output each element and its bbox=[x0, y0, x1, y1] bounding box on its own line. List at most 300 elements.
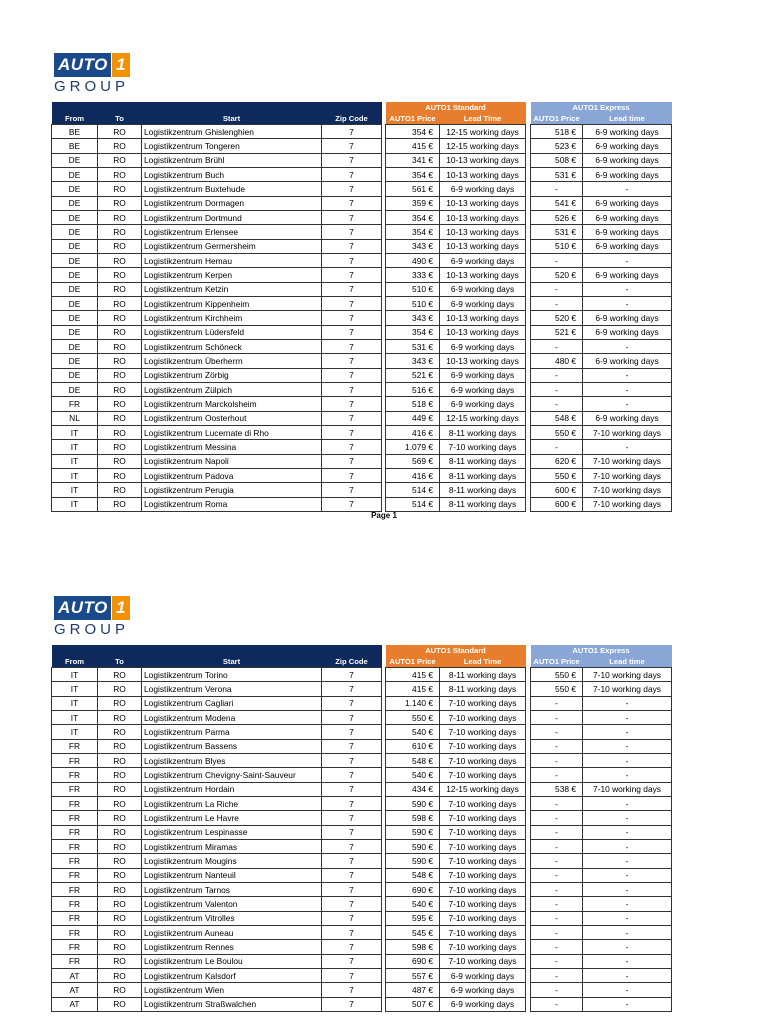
price-table bbox=[51, 645, 672, 1012]
cell-to: RO bbox=[98, 425, 142, 439]
cell-start: Logistikzentrum Verona bbox=[142, 682, 322, 696]
table-row bbox=[52, 668, 672, 682]
cell-to: RO bbox=[98, 296, 142, 310]
cell-standard-lead: 6-9 working days bbox=[440, 397, 526, 411]
cell-standard-lead: 7-10 working days bbox=[440, 882, 526, 896]
cell-standard-lead: 6-9 working days bbox=[440, 339, 526, 353]
cell-express-price: - bbox=[531, 954, 583, 968]
logo-one-text: 1 bbox=[112, 53, 130, 77]
cell-start: Logistikzentrum Padova bbox=[142, 468, 322, 482]
cell-zip: 7 bbox=[322, 125, 382, 139]
cell-express-price: - bbox=[531, 796, 583, 810]
cell-to: RO bbox=[98, 839, 142, 853]
cell-start: Logistikzentrum Buxtehude bbox=[142, 182, 322, 196]
cell-standard-lead: 10-13 working days bbox=[440, 167, 526, 181]
cell-standard-price: 354 € bbox=[386, 325, 440, 339]
cell-to: RO bbox=[98, 868, 142, 882]
cell-express-lead: - bbox=[583, 868, 672, 882]
cell-from: DE bbox=[52, 354, 98, 368]
cell-standard-lead: 8-11 working days bbox=[440, 668, 526, 682]
cell-zip: 7 bbox=[322, 897, 382, 911]
cell-to: RO bbox=[98, 811, 142, 825]
cell-express-lead: 6-9 working days bbox=[583, 153, 672, 167]
cell-start: Logistikzentrum Hemau bbox=[142, 253, 322, 267]
cell-express-lead: - bbox=[583, 753, 672, 767]
cell-start: Logistikzentrum Mougins bbox=[142, 854, 322, 868]
cell-from: DE bbox=[52, 282, 98, 296]
cell-to: RO bbox=[98, 739, 142, 753]
cell-standard-lead: 10-13 working days bbox=[440, 210, 526, 224]
cell-to: RO bbox=[98, 854, 142, 868]
auto1-group-logo bbox=[54, 53, 138, 95]
table-row bbox=[52, 253, 672, 267]
cell-standard-price: 1.140 € bbox=[386, 696, 440, 710]
cell-express-price: 550 € bbox=[531, 682, 583, 696]
cell-start: Logistikzentrum Chevigny-Saint-Sauveur bbox=[142, 768, 322, 782]
table-row bbox=[52, 897, 672, 911]
cell-start: Logistikzentrum Vitrolles bbox=[142, 911, 322, 925]
cell-standard-lead: 6-9 working days bbox=[440, 368, 526, 382]
cell-standard-price: 416 € bbox=[386, 425, 440, 439]
cell-express-price: 510 € bbox=[531, 239, 583, 253]
cell-start: Logistikzentrum Straßwalchen bbox=[142, 997, 322, 1011]
cell-to: RO bbox=[98, 925, 142, 939]
table-row bbox=[52, 968, 672, 982]
cell-to: RO bbox=[98, 768, 142, 782]
cell-start: Logistikzentrum Modena bbox=[142, 710, 322, 724]
cell-start: Logistikzentrum Oosterhout bbox=[142, 411, 322, 425]
cell-from: FR bbox=[52, 925, 98, 939]
cell-from: BE bbox=[52, 139, 98, 153]
cell-express-price: - bbox=[531, 440, 583, 454]
table-row bbox=[52, 997, 672, 1011]
table-row bbox=[52, 397, 672, 411]
standard-group-header: AUTO1 Standard bbox=[386, 645, 526, 656]
col-header-to: To bbox=[98, 113, 142, 125]
cell-from: IT bbox=[52, 425, 98, 439]
cell-to: RO bbox=[98, 382, 142, 396]
cell-express-price: 521 € bbox=[531, 325, 583, 339]
cell-standard-lead: 7-10 working days bbox=[440, 696, 526, 710]
cell-from: FR bbox=[52, 796, 98, 810]
cell-start: Logistikzentrum Roma bbox=[142, 497, 322, 511]
cell-standard-lead: 6-9 working days bbox=[440, 968, 526, 982]
cell-standard-lead: 8-11 working days bbox=[440, 497, 526, 511]
cell-express-lead: - bbox=[583, 811, 672, 825]
cell-express-price: - bbox=[531, 925, 583, 939]
table-row bbox=[52, 868, 672, 882]
cell-express-price: - bbox=[531, 397, 583, 411]
page-number: Page 1 bbox=[371, 511, 397, 520]
cell-standard-price: 595 € bbox=[386, 911, 440, 925]
table-row bbox=[52, 925, 672, 939]
col-header-express-lead: Lead time bbox=[583, 113, 672, 125]
cell-standard-price: 434 € bbox=[386, 782, 440, 796]
cell-zip: 7 bbox=[322, 339, 382, 353]
cell-standard-price: 415 € bbox=[386, 139, 440, 153]
cell-start: Logistikzentrum Schöneck bbox=[142, 339, 322, 353]
cell-express-price: - bbox=[531, 911, 583, 925]
cell-standard-lead: 7-10 working days bbox=[440, 925, 526, 939]
table-row bbox=[52, 768, 672, 782]
cell-express-lead: - bbox=[583, 696, 672, 710]
cell-to: RO bbox=[98, 725, 142, 739]
col-header-standard-price: AUTO1 Price bbox=[386, 656, 440, 668]
cell-from: DE bbox=[52, 368, 98, 382]
express-group-header: AUTO1 Express bbox=[531, 102, 672, 113]
cell-standard-price: 545 € bbox=[386, 925, 440, 939]
cell-to: RO bbox=[98, 796, 142, 810]
cell-start: Logistikzentrum Kerpen bbox=[142, 268, 322, 282]
cell-standard-price: 540 € bbox=[386, 725, 440, 739]
logo-group-text: GROUP bbox=[54, 621, 130, 638]
cell-start: Logistikzentrum Kirchheim bbox=[142, 311, 322, 325]
cell-standard-lead: 8-11 working days bbox=[440, 483, 526, 497]
cell-standard-lead: 12-15 working days bbox=[440, 139, 526, 153]
table-row bbox=[52, 725, 672, 739]
cell-express-lead: - bbox=[583, 382, 672, 396]
cell-to: RO bbox=[98, 440, 142, 454]
cell-from: FR bbox=[52, 753, 98, 767]
cell-standard-price: 341 € bbox=[386, 153, 440, 167]
cell-standard-price: 550 € bbox=[386, 710, 440, 724]
table-row bbox=[52, 882, 672, 896]
cell-standard-price: 343 € bbox=[386, 239, 440, 253]
cell-express-price: 508 € bbox=[531, 153, 583, 167]
cell-express-price: 526 € bbox=[531, 210, 583, 224]
cell-express-price: - bbox=[531, 825, 583, 839]
col-header-zip: Zip Code bbox=[322, 656, 382, 668]
cell-to: RO bbox=[98, 397, 142, 411]
cell-standard-price: 590 € bbox=[386, 839, 440, 853]
cell-start: Logistikzentrum Überherrn bbox=[142, 354, 322, 368]
cell-to: RO bbox=[98, 997, 142, 1011]
cell-from: IT bbox=[52, 725, 98, 739]
col-header-express-lead: Lead time bbox=[583, 656, 672, 668]
cell-start: Logistikzentrum Blyes bbox=[142, 753, 322, 767]
price-table-1 bbox=[51, 102, 672, 512]
cell-express-price: 518 € bbox=[531, 125, 583, 139]
cell-zip: 7 bbox=[322, 440, 382, 454]
cell-from: FR bbox=[52, 940, 98, 954]
col-header-express-price: AUTO1 Price bbox=[531, 113, 583, 125]
cell-from: FR bbox=[52, 854, 98, 868]
cell-standard-price: 521 € bbox=[386, 368, 440, 382]
cell-express-price: - bbox=[531, 368, 583, 382]
cell-from: FR bbox=[52, 397, 98, 411]
cell-to: RO bbox=[98, 497, 142, 511]
cell-zip: 7 bbox=[322, 796, 382, 810]
cell-standard-lead: 7-10 working days bbox=[440, 725, 526, 739]
cell-standard-price: 548 € bbox=[386, 868, 440, 882]
table-row bbox=[52, 710, 672, 724]
cell-standard-price: 690 € bbox=[386, 954, 440, 968]
cell-to: RO bbox=[98, 153, 142, 167]
cell-standard-price: 416 € bbox=[386, 468, 440, 482]
cell-standard-lead: 12-15 working days bbox=[440, 782, 526, 796]
cell-from: FR bbox=[52, 739, 98, 753]
cell-start: Logistikzentrum Lüdersfeld bbox=[142, 325, 322, 339]
cell-standard-lead: 7-10 working days bbox=[440, 868, 526, 882]
cell-express-lead: 7-10 working days bbox=[583, 454, 672, 468]
cell-to: RO bbox=[98, 897, 142, 911]
cell-zip: 7 bbox=[322, 983, 382, 997]
cell-standard-lead: 10-13 working days bbox=[440, 325, 526, 339]
cell-standard-lead: 6-9 working days bbox=[440, 997, 526, 1011]
cell-express-price: - bbox=[531, 839, 583, 853]
cell-standard-price: 590 € bbox=[386, 825, 440, 839]
cell-express-lead: - bbox=[583, 983, 672, 997]
cell-standard-price: 415 € bbox=[386, 668, 440, 682]
col-header-from: From bbox=[52, 656, 98, 668]
cell-from: DE bbox=[52, 239, 98, 253]
cell-from: FR bbox=[52, 897, 98, 911]
cell-express-lead: 6-9 working days bbox=[583, 268, 672, 282]
cell-from: FR bbox=[52, 839, 98, 853]
cell-start: Logistikzentrum Ghislenghien bbox=[142, 125, 322, 139]
cell-start: Logistikzentrum Dortmund bbox=[142, 210, 322, 224]
cell-start: Logistikzentrum Erlensee bbox=[142, 225, 322, 239]
cell-zip: 7 bbox=[322, 454, 382, 468]
col-header-standard-lead: Lead Time bbox=[440, 113, 526, 125]
table-row bbox=[52, 825, 672, 839]
cell-to: RO bbox=[98, 239, 142, 253]
table-row bbox=[52, 983, 672, 997]
cell-express-price: - bbox=[531, 296, 583, 310]
cell-to: RO bbox=[98, 282, 142, 296]
table-row bbox=[52, 468, 672, 482]
cell-start: Logistikzentrum Le Boulou bbox=[142, 954, 322, 968]
cell-standard-price: 590 € bbox=[386, 796, 440, 810]
cell-express-price: - bbox=[531, 253, 583, 267]
cell-express-price: - bbox=[531, 282, 583, 296]
cell-standard-lead: 10-13 working days bbox=[440, 311, 526, 325]
cell-standard-price: 333 € bbox=[386, 268, 440, 282]
cell-standard-lead: 7-10 working days bbox=[440, 854, 526, 868]
cell-standard-lead: 7-10 working days bbox=[440, 739, 526, 753]
cell-express-lead: 6-9 working days bbox=[583, 196, 672, 210]
table-row bbox=[52, 139, 672, 153]
cell-from: NL bbox=[52, 411, 98, 425]
cell-zip: 7 bbox=[322, 839, 382, 853]
cell-start: Logistikzentrum Tarnos bbox=[142, 882, 322, 896]
cell-start: Logistikzentrum Brühl bbox=[142, 153, 322, 167]
cell-to: RO bbox=[98, 825, 142, 839]
cell-zip: 7 bbox=[322, 196, 382, 210]
cell-from: IT bbox=[52, 696, 98, 710]
cell-express-price: - bbox=[531, 868, 583, 882]
cell-express-lead: - bbox=[583, 725, 672, 739]
cell-express-lead: - bbox=[583, 368, 672, 382]
cell-zip: 7 bbox=[322, 368, 382, 382]
cell-express-lead: - bbox=[583, 854, 672, 868]
cell-express-price: - bbox=[531, 997, 583, 1011]
cell-to: RO bbox=[98, 710, 142, 724]
cell-standard-lead: 7-10 working days bbox=[440, 811, 526, 825]
cell-standard-lead: 10-13 working days bbox=[440, 354, 526, 368]
cell-zip: 7 bbox=[322, 668, 382, 682]
column-header-row bbox=[52, 656, 672, 668]
cell-express-lead: 6-9 working days bbox=[583, 139, 672, 153]
cell-to: RO bbox=[98, 311, 142, 325]
cell-express-lead: 7-10 working days bbox=[583, 497, 672, 511]
cell-express-price: 600 € bbox=[531, 483, 583, 497]
cell-start: Logistikzentrum Zülpich bbox=[142, 382, 322, 396]
cell-standard-lead: 7-10 working days bbox=[440, 825, 526, 839]
cell-standard-lead: 6-9 working days bbox=[440, 382, 526, 396]
cell-standard-price: 610 € bbox=[386, 739, 440, 753]
cell-from: FR bbox=[52, 911, 98, 925]
cell-zip: 7 bbox=[322, 753, 382, 767]
cell-to: RO bbox=[98, 454, 142, 468]
cell-from: IT bbox=[52, 682, 98, 696]
cell-from: DE bbox=[52, 382, 98, 396]
table-row bbox=[52, 311, 672, 325]
cell-start: Logistikzentrum Ketzin bbox=[142, 282, 322, 296]
cell-start: Logistikzentrum Wien bbox=[142, 983, 322, 997]
cell-start: Logistikzentrum Kalsdorf bbox=[142, 968, 322, 982]
table-row bbox=[52, 753, 672, 767]
cell-to: RO bbox=[98, 911, 142, 925]
cell-standard-lead: 7-10 working days bbox=[440, 768, 526, 782]
cell-standard-lead: 10-13 working days bbox=[440, 153, 526, 167]
cell-from: BE bbox=[52, 125, 98, 139]
cell-standard-lead: 10-13 working days bbox=[440, 196, 526, 210]
cell-zip: 7 bbox=[322, 411, 382, 425]
cell-to: RO bbox=[98, 411, 142, 425]
cell-express-price: - bbox=[531, 968, 583, 982]
cell-to: RO bbox=[98, 210, 142, 224]
cell-zip: 7 bbox=[322, 182, 382, 196]
cell-from: DE bbox=[52, 225, 98, 239]
cell-to: RO bbox=[98, 196, 142, 210]
cell-zip: 7 bbox=[322, 911, 382, 925]
cell-zip: 7 bbox=[322, 167, 382, 181]
table-row bbox=[52, 167, 672, 181]
cell-zip: 7 bbox=[322, 925, 382, 939]
table-row bbox=[52, 440, 672, 454]
header-spacer bbox=[52, 645, 382, 656]
cell-express-lead: - bbox=[583, 768, 672, 782]
table-row bbox=[52, 782, 672, 796]
cell-standard-price: 343 € bbox=[386, 311, 440, 325]
cell-express-lead: - bbox=[583, 796, 672, 810]
cell-express-price: 550 € bbox=[531, 668, 583, 682]
cell-express-price: - bbox=[531, 811, 583, 825]
table-row bbox=[52, 196, 672, 210]
cell-express-lead: - bbox=[583, 997, 672, 1011]
cell-to: RO bbox=[98, 696, 142, 710]
cell-express-price: - bbox=[531, 882, 583, 896]
table-row bbox=[52, 854, 672, 868]
cell-express-lead: - bbox=[583, 440, 672, 454]
cell-standard-lead: 12-15 working days bbox=[440, 125, 526, 139]
table-row bbox=[52, 911, 672, 925]
cell-zip: 7 bbox=[322, 739, 382, 753]
cell-standard-lead: 12-15 working days bbox=[440, 411, 526, 425]
cell-standard-lead: 7-10 working days bbox=[440, 897, 526, 911]
cell-to: RO bbox=[98, 882, 142, 896]
cell-zip: 7 bbox=[322, 782, 382, 796]
cell-express-price: - bbox=[531, 725, 583, 739]
col-header-standard-price: AUTO1 Price bbox=[386, 113, 440, 125]
cell-from: IT bbox=[52, 497, 98, 511]
col-header-to: To bbox=[98, 656, 142, 668]
cell-express-price: 531 € bbox=[531, 167, 583, 181]
cell-standard-lead: 10-13 working days bbox=[440, 268, 526, 282]
cell-start: Logistikzentrum Buch bbox=[142, 167, 322, 181]
cell-zip: 7 bbox=[322, 483, 382, 497]
cell-express-lead: 6-9 working days bbox=[583, 167, 672, 181]
cell-from: AT bbox=[52, 968, 98, 982]
col-header-start: Start bbox=[142, 656, 322, 668]
cell-standard-price: 354 € bbox=[386, 125, 440, 139]
cell-zip: 7 bbox=[322, 468, 382, 482]
table-row bbox=[52, 125, 672, 139]
cell-standard-price: 569 € bbox=[386, 454, 440, 468]
cell-zip: 7 bbox=[322, 153, 382, 167]
cell-standard-lead: 6-9 working days bbox=[440, 182, 526, 196]
table-row bbox=[52, 796, 672, 810]
cell-start: Logistikzentrum Bassens bbox=[142, 739, 322, 753]
cell-zip: 7 bbox=[322, 811, 382, 825]
table-row bbox=[52, 411, 672, 425]
cell-standard-lead: 7-10 working days bbox=[440, 911, 526, 925]
cell-standard-price: 540 € bbox=[386, 768, 440, 782]
group-header-row bbox=[52, 645, 672, 656]
cell-express-lead: 6-9 working days bbox=[583, 354, 672, 368]
cell-express-lead: 7-10 working days bbox=[583, 425, 672, 439]
cell-from: AT bbox=[52, 983, 98, 997]
cell-express-lead: 7-10 working days bbox=[583, 668, 672, 682]
cell-zip: 7 bbox=[322, 397, 382, 411]
cell-start: Logistikzentrum Tongeren bbox=[142, 139, 322, 153]
express-group-header: AUTO1 Express bbox=[531, 645, 672, 656]
cell-start: Logistikzentrum Germersheim bbox=[142, 239, 322, 253]
table-row bbox=[52, 940, 672, 954]
table-row bbox=[52, 497, 672, 511]
table-row bbox=[52, 454, 672, 468]
cell-express-lead: - bbox=[583, 710, 672, 724]
cell-express-lead: 7-10 working days bbox=[583, 682, 672, 696]
cell-express-price: 523 € bbox=[531, 139, 583, 153]
cell-zip: 7 bbox=[322, 497, 382, 511]
logo-auto-text: AUTO bbox=[54, 596, 111, 620]
cell-standard-lead: 6-9 working days bbox=[440, 983, 526, 997]
cell-standard-lead: 7-10 working days bbox=[440, 796, 526, 810]
cell-start: Logistikzentrum Lucernate di Rho bbox=[142, 425, 322, 439]
cell-standard-price: 514 € bbox=[386, 497, 440, 511]
cell-express-price: - bbox=[531, 983, 583, 997]
table-row bbox=[52, 954, 672, 968]
cell-express-lead: - bbox=[583, 897, 672, 911]
cell-from: DE bbox=[52, 182, 98, 196]
cell-standard-lead: 8-11 working days bbox=[440, 682, 526, 696]
table-row bbox=[52, 225, 672, 239]
table-row bbox=[52, 339, 672, 353]
table-row bbox=[52, 210, 672, 224]
cell-standard-price: 359 € bbox=[386, 196, 440, 210]
logo-auto-text: AUTO bbox=[54, 53, 111, 77]
table-row bbox=[52, 425, 672, 439]
cell-zip: 7 bbox=[322, 882, 382, 896]
col-header-from: From bbox=[52, 113, 98, 125]
cell-standard-price: 1.079 € bbox=[386, 440, 440, 454]
cell-express-price: 480 € bbox=[531, 354, 583, 368]
table-row bbox=[52, 483, 672, 497]
cell-standard-price: 507 € bbox=[386, 997, 440, 1011]
cell-to: RO bbox=[98, 125, 142, 139]
